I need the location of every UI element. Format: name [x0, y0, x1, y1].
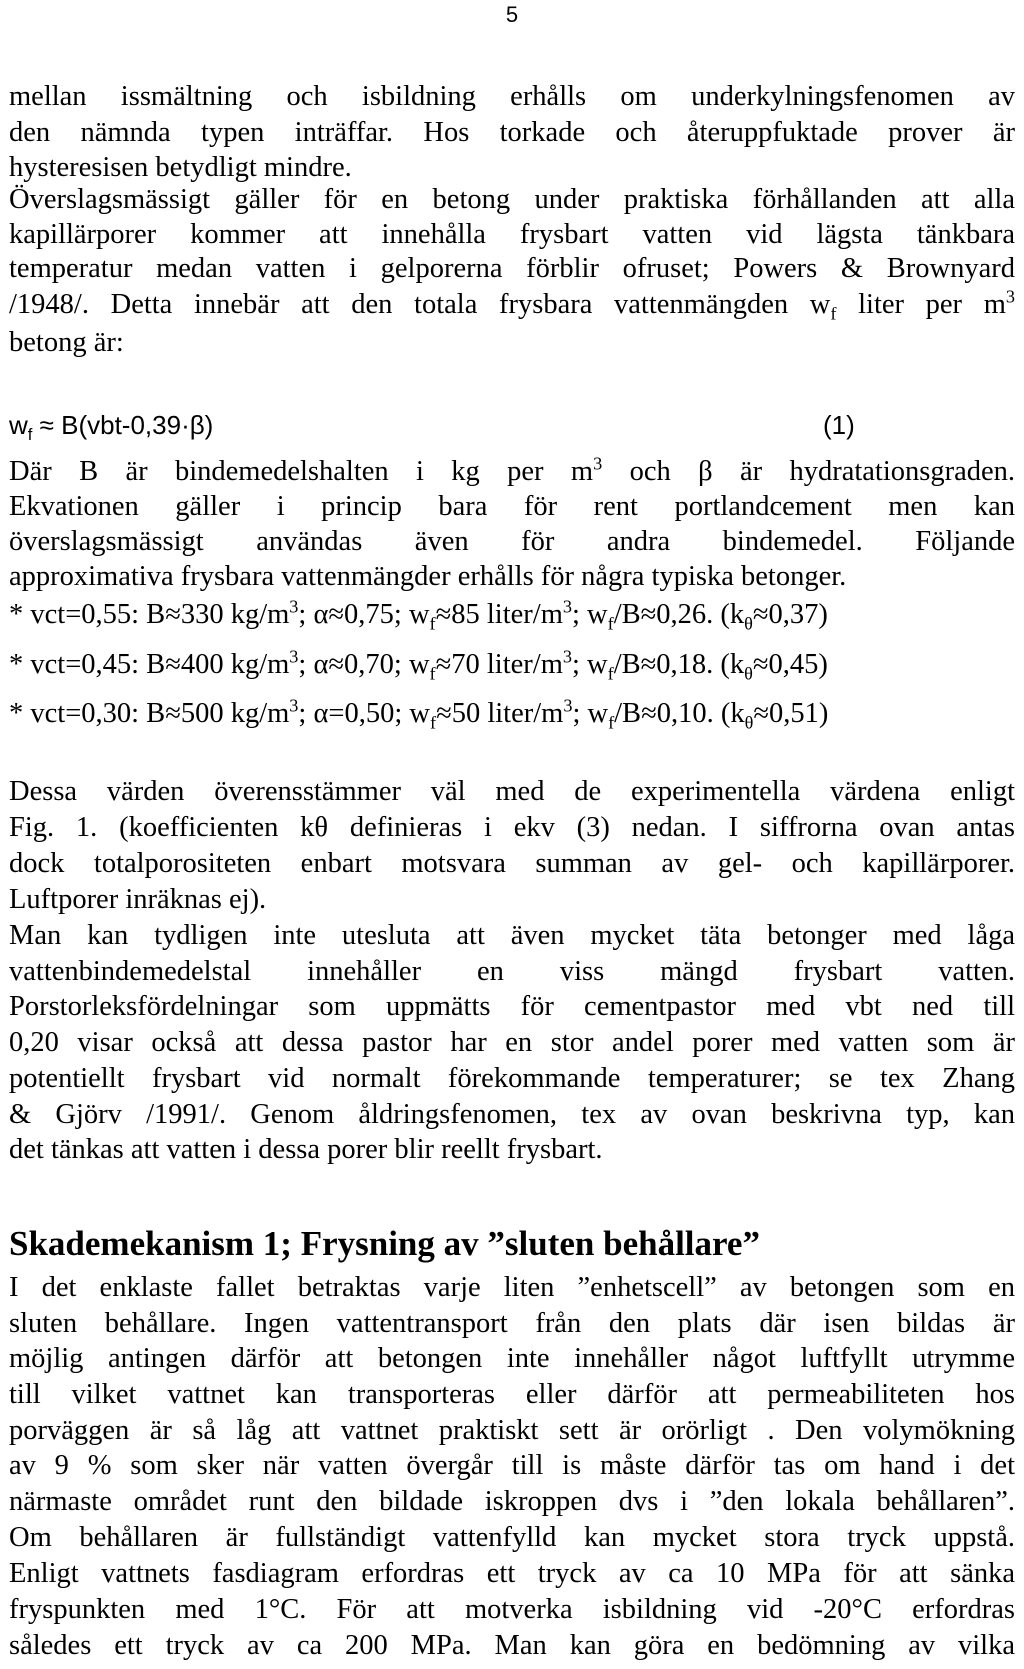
equation-number: (1): [823, 410, 855, 440]
text-line: överslagsmässigt användas även för andra bindemedel. Följande: [9, 526, 1015, 557]
text-line: till vilket vattnet kan transporteras eller därför att permeabiliteten hos: [9, 1379, 1015, 1410]
text-line: det tänkas att vatten i dessa porer blir reellt frysbart.: [9, 1134, 603, 1165]
section-heading: Skademekanism 1; Frysning av ”sluten behållare”: [9, 1224, 760, 1263]
text-line: hysteresisen betydligt mindre.: [9, 152, 352, 183]
page-number: 5: [505, 2, 519, 27]
text-line: således ett tryck av ca 200 MPa. Man kan göra en bedömning av vilka: [9, 1630, 1015, 1661]
text-line: porväggen är så låg att vattnet praktiskt sett är orörligt . Den volymökning: [9, 1415, 1015, 1446]
text-line: Dessa värden överensstämmer väl med de experimentella värdena enligt: [9, 776, 1015, 807]
text-line: mellan issmältning och isbildning erhålls om underkylningsfenomen av: [9, 81, 1015, 112]
text-line: vattenbindemedelstal innehåller en viss mängd frysbart vatten.: [9, 956, 1015, 987]
text-line: av 9 % som sker när vatten övergår till is måste därför tas om hand i det: [9, 1450, 1015, 1481]
text-line: Enligt vattnets fasdiagram erfordras ett tryck av ca 10 MPa för att sänka: [9, 1558, 1015, 1589]
text-line: /1948/. Detta innebär att den totala frysbara vattenmängden $w_f$ liter per $m^3$: [9, 286, 1015, 324]
text-line: den nämnda typen inträffar. Hos torkade och återuppfuktade prover är: [9, 117, 1015, 148]
text-line: sluten behållare. Ingen vattentransport från den plats där isen bildas är: [9, 1308, 1015, 1339]
text-line: Ekvationen gäller i princip bara för rent portlandcement men kan: [9, 491, 1015, 522]
text-line: Fig. 1. (koefficienten kθ definieras i ekv (3) nedan. I siffrorna ovan antas: [9, 812, 1015, 843]
list-item: * vct=0,30: B≈500 $kg/m^3$; α=0,50; $w_f\approx 50$ liter/$m^3$; $w_f/B\approx 0,10$. $(k_\theta\approx 0,51)$: [9, 695, 829, 733]
list-item: * vct=0,55: B≈330 $kg/m^3$; α≈0,75; $w_f\approx 85$ liter/$m^3$; $w_f/B\approx 0,26$. $(k_\theta\approx 0,37)$: [9, 596, 828, 634]
text-line: Om behållaren är fullständigt vattenfylld kan mycket stora tryck uppstå.: [9, 1522, 1015, 1553]
equation: $w_f \approx B(vbt-0,39\cdot\beta)$: [9, 410, 214, 445]
text-line: kapillärporer kommer att innehålla frysbart vatten vid lägsta tänkbara: [9, 219, 1015, 250]
text-line: approximativa frysbara vattenmängder erhålls för några typiska betonger.: [9, 561, 847, 592]
text-line: Man kan tydligen inte utesluta att även mycket täta betonger med låga: [9, 920, 1015, 951]
text-line: Där B är bindemedelshalten i kg per $m^3$ och β är hydratationsgraden.: [9, 453, 1015, 487]
text-line: Porstorleksfördelningar som uppmätts för cementpastor med vbt ned till: [9, 991, 1015, 1022]
text-line: Överslagsmässigt gäller för en betong under praktiska förhållanden att alla: [9, 184, 1015, 215]
text-line: betong är:: [9, 327, 124, 358]
text-line: temperatur medan vatten i gelporerna förblir ofruset; Powers & Brownyard: [9, 253, 1015, 284]
text-line: I det enklaste fallet betraktas varje liten ”enhetscell” av betongen som en: [9, 1272, 1015, 1303]
text-line: fryspunkten med 1°C. För att motverka isbildning vid -20°C erfordras: [9, 1594, 1015, 1625]
list-item: * vct=0,45: B≈400 $kg/m^3$; α≈0,70; $w_f\approx 70$ liter/$m^3$; $w_f/B\approx 0,18$. $(k_\theta\approx 0,45)$: [9, 646, 828, 684]
text-line: 0,20 visar också att dessa pastor har en stor andel porer med vatten som är: [9, 1027, 1015, 1058]
text-line: dock totalporositeten enbart motsvara summan av gel- och kapillärporer.: [9, 848, 1015, 879]
text-line: & Gjörv /1991/. Genom åldringsfenomen, tex av ovan beskrivna typ, kan: [9, 1099, 1015, 1130]
text-line: Luftporer inräknas ej).: [9, 884, 267, 915]
text-line: potentiellt frysbart vid normalt förekommande temperaturer; se tex Zhang: [9, 1063, 1015, 1094]
text-line: närmaste området runt den bildade iskroppen dvs i ”den lokala behållaren”.: [9, 1486, 1015, 1517]
text-line: möjlig antingen därför att betongen inte innehåller något luftfyllt utrymme: [9, 1343, 1015, 1374]
